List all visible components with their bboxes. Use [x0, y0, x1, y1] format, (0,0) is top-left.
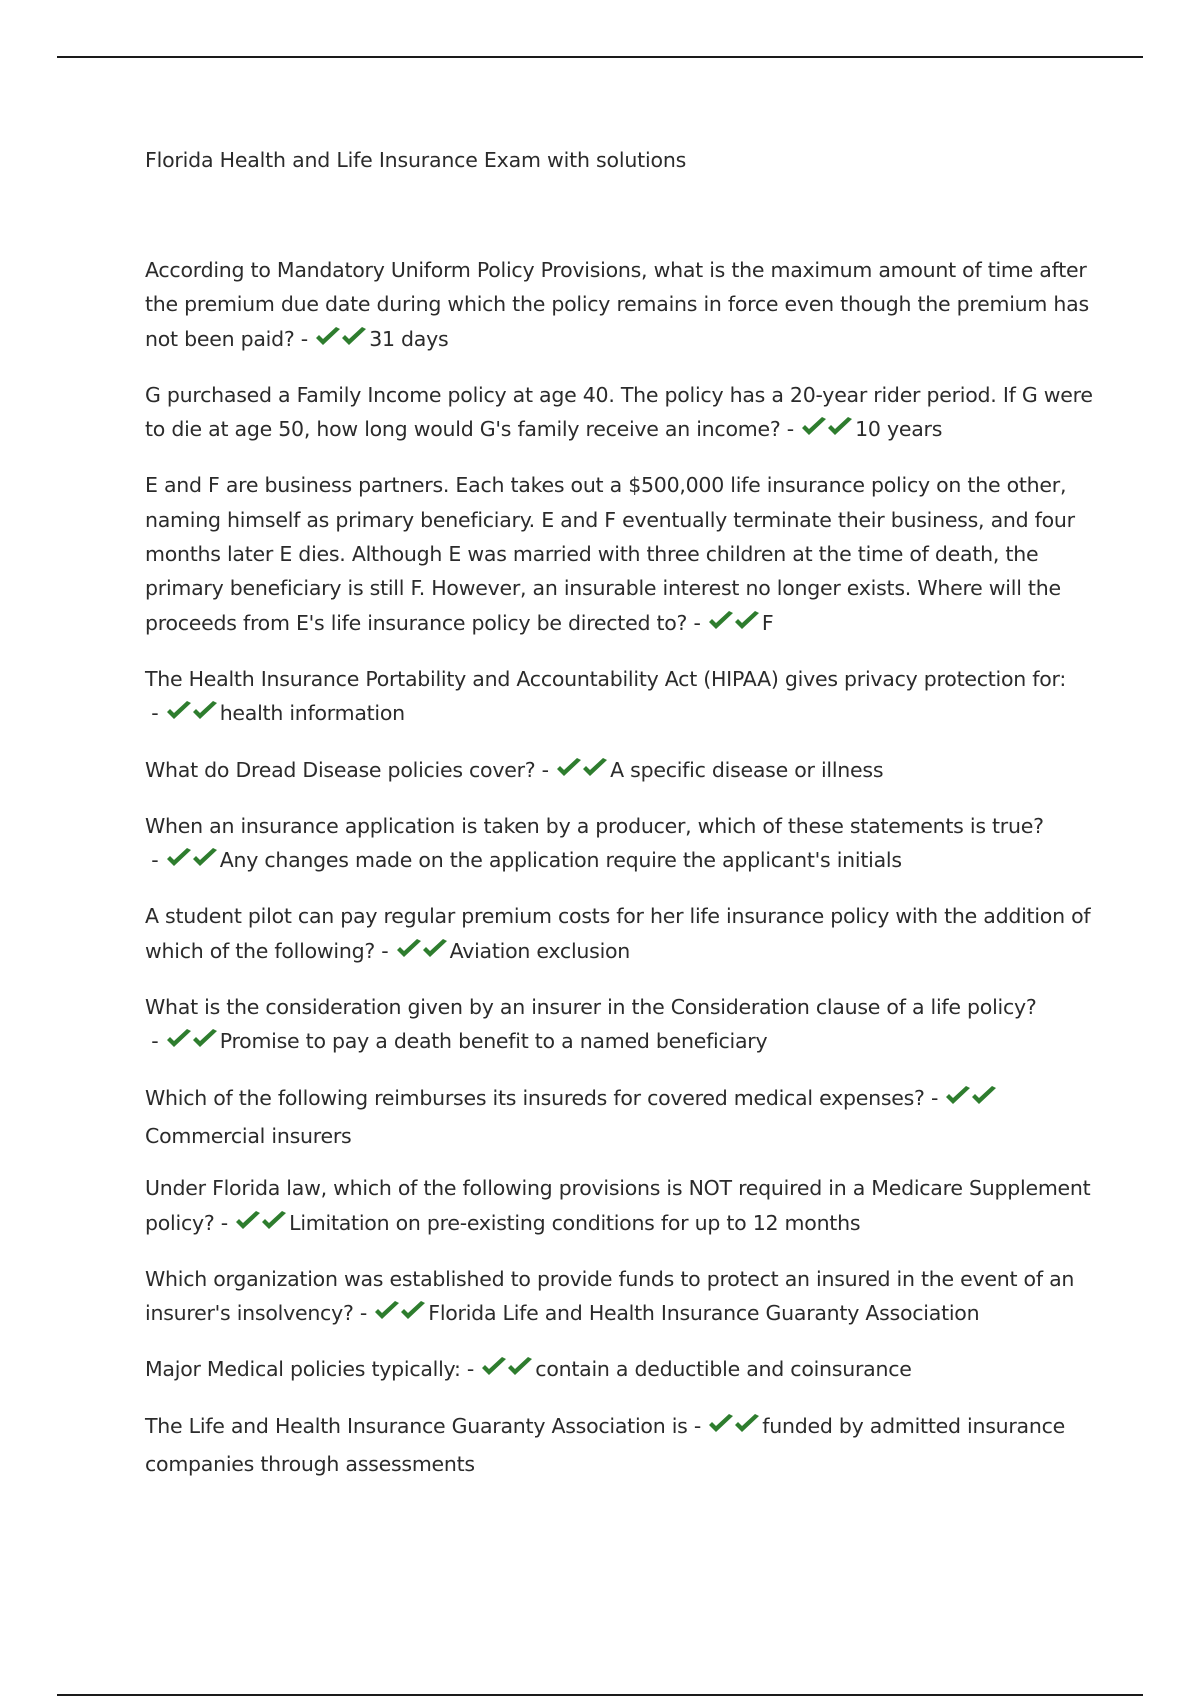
qa-item — [145, 1081, 1095, 1154]
answer-text: contain a deductible and coinsurance — [535, 1357, 912, 1382]
check-mark-icon — [191, 847, 219, 869]
check-mark-icon — [260, 1210, 288, 1232]
qa-item — [145, 809, 1095, 882]
answer-marker — [165, 700, 217, 734]
question-text: What do Dread Disease policies cover? — [145, 757, 536, 782]
answer-text: Aviation exclusion — [449, 938, 631, 963]
check-mark-icon — [399, 1300, 427, 1322]
check-mark-icon — [165, 700, 193, 722]
answer-text: health information — [219, 701, 405, 726]
qa-item — [145, 899, 1095, 972]
answer-marker — [165, 847, 217, 881]
separator-dash: - — [294, 326, 315, 351]
answer-text: Promise to pay a death benefit to a named beneficiary — [219, 1029, 768, 1054]
check-mark-icon — [555, 757, 583, 779]
answer-text: Commercial insurers — [145, 1123, 352, 1148]
separator-dash: - — [145, 701, 165, 726]
check-mark-icon — [733, 610, 761, 632]
answer-text: F — [761, 610, 774, 635]
answer-marker — [234, 1210, 286, 1244]
question-text: Under Florida law, which of the following provisions is NOT required in a Medicare Supplement policy? — [145, 1176, 1091, 1235]
separator-dash: - — [145, 848, 165, 873]
check-mark-icon — [944, 1085, 972, 1107]
check-mark-icon — [800, 416, 828, 438]
question-text: When an insurance application is taken by a producer, which of these statements is true? — [145, 813, 1044, 838]
check-mark-icon — [421, 938, 449, 960]
question-text: Major Medical policies typically: — [145, 1357, 461, 1382]
check-mark-icon — [234, 1210, 262, 1232]
question-text: E and F are business partners. Each takes out a $500,000 life insurance policy on the other, naming himself as primary beneficiary. E and F eventually terminate their business, and four months later E dies. Although E was married with three children at the time of death, the primary beneficiary is still F. However, an insurable interest no longer exists. Where will the proceeds from E's life insurance policy be directed to? — [145, 473, 1075, 635]
qa-item — [145, 1352, 1095, 1390]
check-mark-icon — [480, 1356, 508, 1378]
answer-marker — [165, 1028, 217, 1062]
question-text: The Health Insurance Portability and Accountability Act (HIPAA) gives privacy protection for: — [145, 666, 1067, 691]
separator-dash: - — [460, 1357, 481, 1382]
check-mark-icon — [733, 1413, 761, 1435]
question-text: A student pilot can pay regular premium costs for her life insurance policy with the addition of which of the following? — [145, 904, 1091, 963]
check-mark-icon — [707, 610, 735, 632]
qa-item — [145, 468, 1095, 643]
check-mark-icon — [506, 1356, 534, 1378]
answer-text: 10 years — [855, 417, 943, 442]
separator-dash: - — [687, 610, 707, 635]
qa-item — [145, 753, 1095, 791]
check-mark-icon — [165, 847, 193, 869]
qa-item — [145, 253, 1095, 360]
answer-marker — [395, 938, 447, 972]
question-text: What is the consideration given by an insurer in the Consideration clause of a life policy? — [145, 995, 1037, 1020]
question-text: According to Mandatory Uniform Policy Provisions, what is the maximum amount of time after the premium due date during which the policy remains in force even though the premium has not been paid? — [145, 258, 1089, 351]
answer-text: Any changes made on the application require the applicant's initials — [219, 848, 902, 873]
top-rule — [57, 56, 1143, 58]
answer-text: A specific disease or illness — [610, 757, 884, 782]
check-mark-icon — [191, 1028, 219, 1050]
separator-dash: - — [535, 757, 556, 782]
check-mark-icon — [191, 700, 219, 722]
separator-dash: - — [374, 938, 395, 963]
answer-marker — [707, 1413, 759, 1447]
answer-text: funded by admitted insurance companies through assessments — [145, 1413, 1065, 1477]
answer-text: 31 days — [369, 326, 449, 351]
qa-item — [145, 662, 1095, 735]
answer-text: Limitation on pre-existing conditions for up to 12 months — [289, 1210, 861, 1235]
answer-marker — [373, 1300, 425, 1334]
bottom-rule — [57, 1694, 1143, 1696]
check-mark-icon — [707, 1413, 735, 1435]
answer-marker — [800, 416, 852, 450]
qa-item — [145, 1409, 1095, 1482]
qa-item — [145, 1262, 1095, 1335]
answer-marker — [944, 1085, 996, 1119]
check-mark-icon — [581, 757, 609, 779]
separator-dash: - — [924, 1085, 945, 1110]
separator-dash: - — [353, 1301, 374, 1326]
separator-dash: - — [780, 417, 801, 442]
question-text: The Life and Health Insurance Guaranty Association is — [145, 1413, 688, 1438]
question-text: Which organization was established to provide funds to protect an insured in the event of an insurer's insolvency? — [145, 1266, 1075, 1326]
document-body — [145, 145, 1095, 1499]
check-mark-icon — [314, 326, 342, 348]
answer-marker — [480, 1356, 532, 1390]
page-title: Florida Health and Life Insurance Exam with solutions — [145, 148, 687, 172]
check-mark-icon — [165, 1028, 193, 1050]
qa-item — [145, 378, 1095, 451]
qa-list — [145, 253, 1095, 1481]
answer-marker — [314, 326, 366, 360]
question-text: Which of the following reimburses its insureds for covered medical expenses? — [145, 1085, 925, 1110]
answer-marker — [707, 610, 759, 644]
qa-item — [145, 990, 1095, 1063]
check-mark-icon — [373, 1300, 401, 1322]
check-mark-icon — [970, 1085, 998, 1107]
separator-dash: - — [687, 1413, 708, 1438]
check-mark-icon — [826, 416, 854, 438]
question-text: G purchased a Family Income policy at age 40. The policy has a 20-year rider period. If G were to die at age 50, how long would G's family receive an income? — [145, 382, 1093, 442]
separator-dash: - — [145, 1029, 165, 1054]
qa-item — [145, 1171, 1095, 1244]
answer-marker — [555, 757, 607, 791]
check-mark-icon — [340, 326, 368, 348]
separator-dash: - — [214, 1210, 235, 1235]
answer-text: Florida Life and Health Insurance Guaranty Association — [428, 1301, 980, 1326]
check-mark-icon — [395, 938, 423, 960]
